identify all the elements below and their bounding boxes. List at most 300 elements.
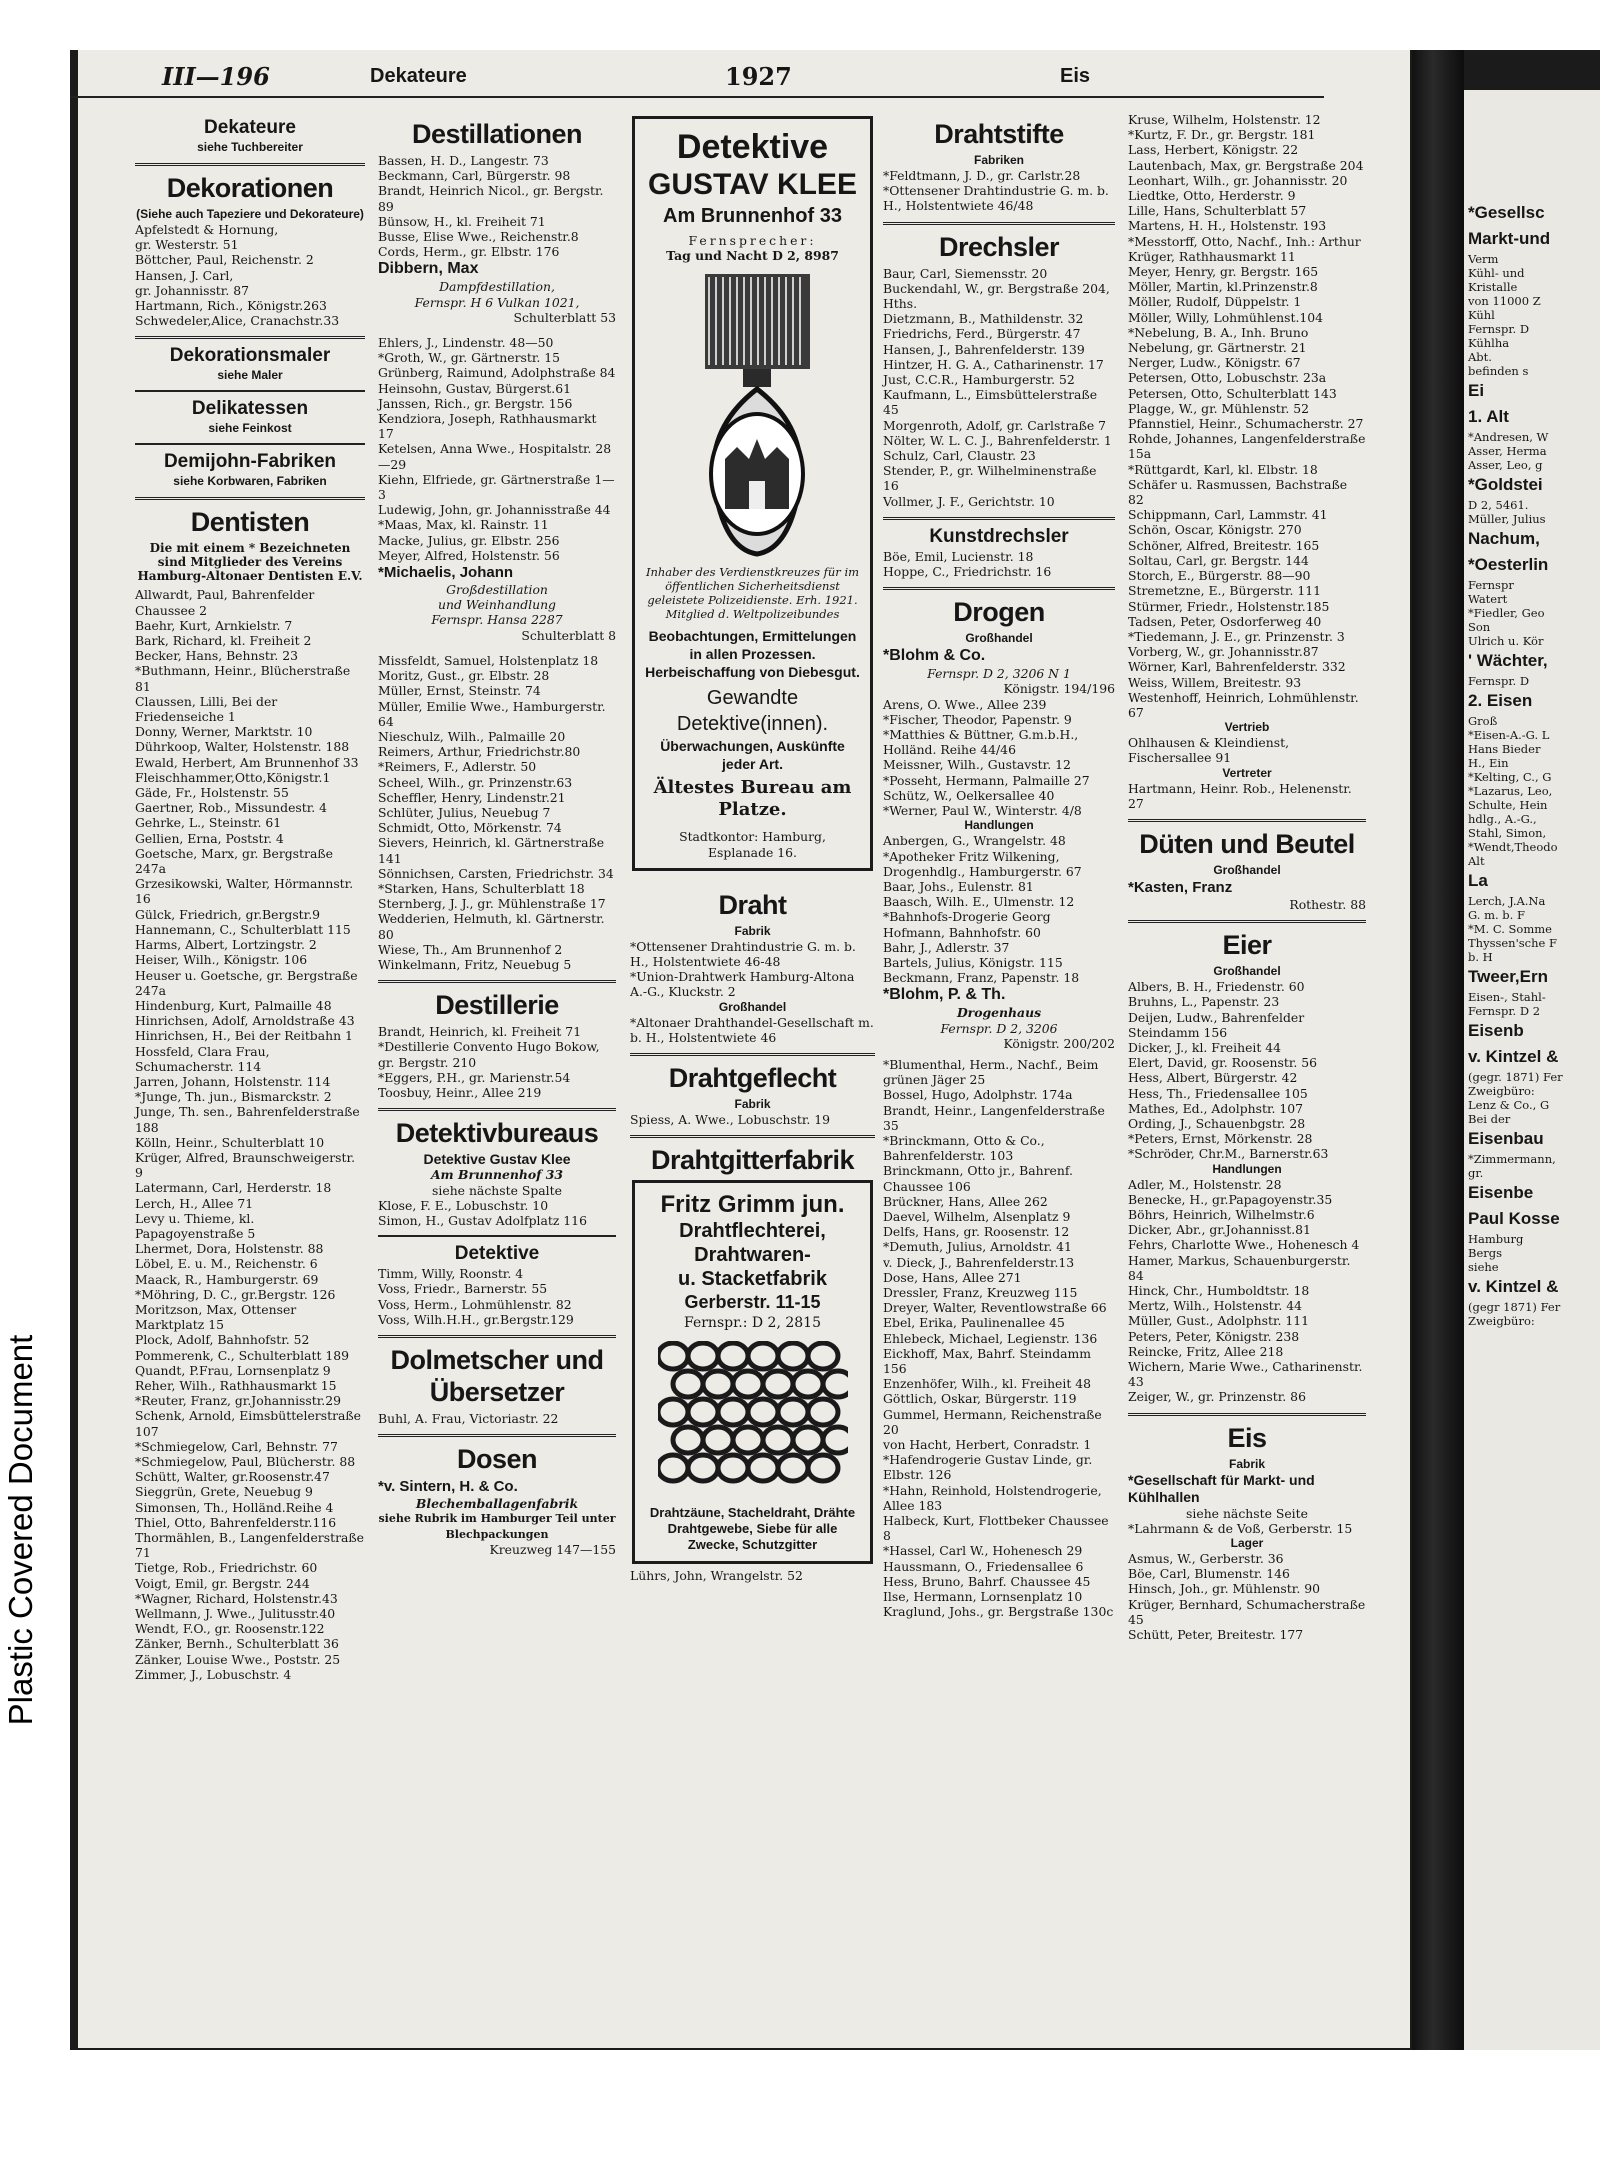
adjacent-page-line: H., Ein xyxy=(1468,756,1509,770)
directory-entry: *Matthies & Büttner, G.m.b.H., Holländ. Reihe 44/46 xyxy=(883,727,1079,758)
directory-entry: Zimmer, J., Lobuschstr. 4 xyxy=(135,1666,292,1682)
directory-entry: gr. Westerstr. 51 xyxy=(135,237,239,253)
directory-entry: Scheffler, Henry, Lindenstr.21 xyxy=(378,789,566,805)
directory-entry: Daevel, Wilhelm, Alsenplatz 9 xyxy=(883,1208,1071,1224)
directory-entry: Deijen, Ludw., Bahrenfelder Steindamm 156 xyxy=(1128,1009,1305,1040)
directory-entry: Böe, Carl, Blumenstr. 146 xyxy=(1128,1566,1290,1582)
directory-entry: Hinsch, Joh., gr. Mühlenstr. 90 xyxy=(1128,1581,1320,1597)
adjacent-page-line: *Zimmermann, xyxy=(1468,1152,1556,1166)
section-heading: Destillationen xyxy=(411,119,583,149)
directory-entry: *Reuter, Franz, gr.Johannisstr.29 xyxy=(135,1393,341,1409)
directory-entry: *Möhring, D. C., gr.Bergstr. 126 xyxy=(135,1286,336,1302)
section-divider xyxy=(135,336,365,339)
directory-entry: Ludewig, John, gr. Johannisstraße 44 xyxy=(378,502,611,518)
directory-entry: Mertz, Wilh., Holstenstr. 44 xyxy=(1128,1298,1302,1314)
directory-entry: Donny, Werner, Marktstr. 10 xyxy=(135,724,313,740)
section-heading: Drogen xyxy=(953,597,1045,628)
section-divider xyxy=(883,222,1115,225)
directory-entry: Dressler, Franz, Kreuzweg 115 xyxy=(883,1284,1078,1300)
directory-entry: Thiel, Otto, Bahrenfelderstr.116 xyxy=(135,1514,337,1530)
directory-entry: Ebel, Erika, Paulinenallee 45 xyxy=(883,1315,1065,1331)
adjacent-page-line: Thyssen'sche F xyxy=(1468,936,1557,950)
directory-entry: *Peters, Ernst, Mörkenstr. 28 xyxy=(1128,1131,1313,1147)
section-divider xyxy=(630,1135,875,1138)
section-heading: Dekateure xyxy=(204,117,296,138)
directory-entry: Ehlebeck, Michael, Legienstr. 136 xyxy=(883,1330,1098,1346)
adjacent-page-line: hdlg., A.-G., xyxy=(1468,812,1537,826)
adjacent-page-line: Bei der xyxy=(1468,1112,1511,1126)
directory-entry: Grzesikowski, Walter, Hörmannstr. 16 xyxy=(135,876,354,907)
directory-entry: Lhermet, Dora, Holstenstr. 88 xyxy=(135,1241,324,1257)
spacer xyxy=(630,875,875,883)
directory-entry: *Nebelung, B. A., Inh. Bruno Nebelung, gr. Gärtnerstr. 21 xyxy=(1128,324,1309,356)
directory-entry: Buckendahl, W., gr. Bergstraße 204, Hths. xyxy=(883,280,1110,312)
directory-entry: gr. Johannisstr. 87 xyxy=(135,282,249,298)
directory-entry: Adler, M., Holstenstr. 28 xyxy=(1128,1176,1282,1192)
directory-entry: Hannemann, C., Schulterblatt 115 xyxy=(135,921,351,937)
ad-line: Drahtflechterei, xyxy=(679,1220,826,1243)
ad-office: Stadtkontor: Hamburg, Esplanade 16. xyxy=(679,829,826,860)
ad-phone-label: Fernsprecher: xyxy=(688,233,817,248)
directory-entry: Simonsen, Th., Holländ.Reihe 4 xyxy=(135,1499,334,1515)
directory-entry: Hinck, Chr., Humboldtstr. 18 xyxy=(1128,1283,1310,1298)
section-heading: Eis xyxy=(1227,1422,1267,1453)
directory-entry: Stürmer, Friedr., Holstenstr.185 xyxy=(1128,598,1330,614)
directory-entry: Vollmer, J. F., Gerichtstr. 10 xyxy=(883,493,1055,509)
header-left-keyword: Dekateure xyxy=(370,65,467,87)
ad-phone: Tag und Nacht D 2, 8987 xyxy=(666,248,839,264)
directory-entry: Hinrichsen, H., Bei der Reitbahn 1 xyxy=(135,1028,353,1044)
ad-surveillance: Überwachungen, Auskünfte jeder Art. xyxy=(660,738,845,773)
section-subheading: siehe Korbwaren, Fabriken xyxy=(173,474,327,489)
directory-entry: Ewald, Herbert, Am Brunnenhof 33 xyxy=(135,754,359,770)
directory-entry: Lerch, H., Allee 71 xyxy=(135,1195,254,1211)
directory-entry: Dibbern, Max xyxy=(378,260,479,278)
directory-entry: Nerger, Ludw., Königstr. 67 xyxy=(1128,355,1301,371)
adjacent-page-line: Alt xyxy=(1468,854,1485,868)
adjacent-page-line: siehe xyxy=(1468,1260,1499,1274)
column-2 xyxy=(378,112,616,1557)
directory-entry: Hartmann, Heinr. Rob., Helenenstr. 27 xyxy=(1128,780,1352,811)
directory-entry: Dreyer, Walter, Reventlowstraße 66 xyxy=(883,1300,1107,1316)
directory-entry: Bahr, J., Adlerstr. 37 xyxy=(883,939,1010,955)
directory-entry: *Schmiegelow, Carl, Behnstr. 77 xyxy=(135,1438,338,1454)
directory-entry: Harms, Albert, Lortzingstr. 2 xyxy=(135,937,317,953)
advertisement-gustav-klee xyxy=(632,116,873,871)
section-divider xyxy=(883,517,1115,520)
section-subheading: Großhandel xyxy=(1213,964,1281,979)
adjacent-page-line: (gegr 1871) Fer xyxy=(1468,1300,1561,1314)
directory-entry: Levy u. Thieme, kl. Papagoyenstraße 5 xyxy=(135,1210,256,1241)
adjacent-page-line: D 2, 5461. xyxy=(1468,498,1529,512)
directory-entry: Brandt, Heinrich Nicol., gr. Bergstr. 89 xyxy=(378,183,604,214)
section-heading: Drahtstifte xyxy=(934,119,1064,149)
directory-entry: Meissner, Wilh., Gustavstr. 12 xyxy=(883,757,1071,773)
adjacent-page-line: *Oesterlin xyxy=(1468,555,1549,574)
directory-entry: Petersen, Otto, Lobuschstr. 23a xyxy=(1128,370,1327,386)
section-subheading: siehe Tuchbereiter xyxy=(197,140,303,154)
adjacent-page-line: ' Wächter, xyxy=(1468,651,1548,670)
adjacent-page-line: v. Kintzel & xyxy=(1468,1047,1559,1066)
directory-entry: *Hassel, Carl W., Hohenesch 29 xyxy=(883,1543,1083,1559)
directory-entry: *Brinckmann, Otto & Co., Bahrenfelderstr. 103 xyxy=(883,1132,1045,1164)
directory-entry: Hossfeld, Clara Frau, Schumacherstr. 114 xyxy=(135,1043,270,1074)
section-subheading: Fabriken xyxy=(973,153,1024,167)
section-divider xyxy=(883,587,1115,590)
directory-entry: *Lahrmann & de Voß, Gerberstr. 15 xyxy=(1128,1520,1353,1536)
directory-entry: Friedrichs, Ferd., Bürgerstr. 47 xyxy=(883,326,1081,342)
directory-entry: Hess, Albert, Bürgerstr. 42 xyxy=(1128,1070,1298,1086)
directory-entry: *Rüttgardt, Karl, kl. Elbstr. 18 xyxy=(1128,461,1318,477)
directory-entry: Nölter, W. L. C. J., Bahrenfelderstr. 1 xyxy=(883,432,1112,448)
adjacent-page-line: Eisen-, Stahl- xyxy=(1468,990,1546,1004)
directory-entry: Busse, Elise Wwe., Reichenstr.8 xyxy=(378,229,579,245)
adjacent-page-line: La xyxy=(1468,871,1488,890)
adjacent-page-line: Watert xyxy=(1468,592,1508,606)
directory-entry: Tadsen, Peter, Osdorferweg 40 xyxy=(1128,613,1322,629)
section-subheading: Großhandel xyxy=(965,631,1033,646)
section-heading: Dolmetscher und Übersetzer xyxy=(390,1345,604,1407)
directory-entry: Sievers, Heinrich, kl. Gärtnerstraße 141 xyxy=(378,835,605,866)
directory-entry: Ehlers, J., Lindenstr. 48—50 xyxy=(378,335,554,351)
directory-entry: Schütt, Peter, Breitestr. 177 xyxy=(1128,1627,1304,1643)
directory-entry: siehe Rubrik im Hamburger Teil unter Blechpackungen xyxy=(378,1512,616,1541)
directory-entry: Fernspr. H 6 Vulkan 1021, xyxy=(414,294,580,310)
directory-entry: Krüger, Alfred, Braunschweigerstr. 9 xyxy=(135,1149,356,1181)
directory-entry: Meyer, Alfred, Holstenstr. 56 xyxy=(378,547,560,563)
directory-entry: Königstr. 194/196 xyxy=(1003,681,1115,697)
directory-entry: Ketelsen, Anna Wwe., Hospitalstr. 28—29 xyxy=(378,441,612,472)
ad-address: Am Brunnenhof 33 xyxy=(663,205,842,227)
section-divider xyxy=(630,1053,875,1056)
directory-entry: Hintzer, H. G. A., Catharinenstr. 17 xyxy=(883,356,1104,372)
directory-entry: Maack, R., Hamburgerstr. 69 xyxy=(135,1271,319,1287)
directory-entry: Thormählen, B., Langenfelderstraße 71 xyxy=(135,1530,364,1561)
directory-entry: *Kurtz, F. Dr., gr. Bergstr. 181 xyxy=(1128,127,1316,143)
directory-entry: *Messtorff, Otto, Nachf., Inh.: Arthur Krüger, Rathhausmarkt 11 xyxy=(1128,233,1361,264)
directory-entry: Schulz, Carl, Claustr. 23 xyxy=(883,448,1036,464)
ad-services: Beobachtungen, Ermittelungen in allen Prozessen. xyxy=(648,628,857,663)
ad-phone: Fernspr.: D 2, 2815 xyxy=(684,1315,821,1332)
header-year: 1927 xyxy=(725,62,792,91)
section-subheading: Handlungen xyxy=(1212,1161,1282,1176)
adjacent-page-line: *Eisen-A.-G. L xyxy=(1468,728,1550,742)
adjacent-page-line: Zweigbüro: xyxy=(1468,1314,1535,1328)
directory-entry: Voss, Herm., Lohmühlenstr. 82 xyxy=(378,1296,572,1312)
directory-entry: *Hafendrogerie Gustav Linde, gr. Elbstr. 126 xyxy=(883,1452,1093,1483)
directory-entry: Voss, Wilh.H.H., gr.Bergstr.129 xyxy=(378,1311,574,1327)
section-divider xyxy=(135,497,365,500)
directory-entry: Großdestillation xyxy=(446,582,548,598)
directory-entry: Die mit einem * Bezeichneten sind Mitglieder des Vereins Hamburg-Altonaer Dentisten E.V. xyxy=(137,541,363,584)
directory-entry: Baasch, Wilh. E., Ulmenstr. 12 xyxy=(883,894,1075,910)
adjacent-page-line: Markt-und xyxy=(1468,229,1551,248)
directory-entry: Fehrs, Charlotte Wwe., Hohenesch 4 xyxy=(1128,1237,1360,1253)
section-subheading: Handlungen xyxy=(964,818,1034,833)
directory-entry: Buhl, A. Frau, Victoriastr. 22 xyxy=(378,1411,559,1426)
directory-entry: Dietzmann, B., Mathildenstr. 32 xyxy=(883,311,1084,327)
directory-entry: Pommerenk, C., Schulterblatt 189 xyxy=(135,1347,350,1363)
directory-entry: Blechemballagenfabrik xyxy=(415,1496,579,1512)
section-subheading: Fabrik xyxy=(734,1097,771,1112)
section-heading: Draht xyxy=(718,889,787,920)
directory-entry: Cords, Herm., gr. Elbstr. 176 xyxy=(378,244,560,260)
directory-entry: *Blohm, P. & Th. xyxy=(883,986,1006,1004)
adjacent-page-line: befinden s xyxy=(1468,364,1529,378)
adjacent-page-text xyxy=(1468,200,1600,2050)
section-subheading: Großhandel xyxy=(1213,862,1281,877)
directory-entry: Meyer, Henry, gr. Bergstr. 165 xyxy=(1128,264,1319,280)
directory-entry: Soltau, Carl, gr. Bergstr. 144 xyxy=(1128,552,1309,568)
directory-entry: *Blohm & Co. xyxy=(883,647,986,665)
adjacent-page-line: Eisenbe xyxy=(1468,1183,1534,1202)
directory-entry: Leonhart, Wilh., gr. Johannisstr. 20 xyxy=(1128,172,1348,188)
directory-entry: Stender, P., gr. Wilhelminenstraße 16 xyxy=(883,463,1097,494)
advertisement-fritz-grimm xyxy=(632,1180,873,1564)
directory-entry: Böe, Emil, Lucienstr. 18 xyxy=(883,548,1034,564)
directory-entry: Schippmann, Carl, Lammstr. 41 xyxy=(1128,507,1328,523)
directory-entry: Heinsohn, Gustav, Bürgerst.61 xyxy=(378,380,571,396)
directory-entry: Sieggrün, Grete, Neuebug 9 xyxy=(135,1484,313,1500)
directory-entry: Kiehn, Elfriede, gr. Gärtnerstraße 1—3 xyxy=(378,471,615,503)
directory-entry: Simon, H., Gustav Adolfplatz 116 xyxy=(378,1212,587,1228)
directory-entry: Schwedeler,Alice, Cranachstr.33 xyxy=(135,313,340,329)
directory-entry: Hoppe, C., Friedrichstr. 16 xyxy=(883,564,1052,580)
directory-entry: Eickhoff, Max, Bahrf. Steindamm 156 xyxy=(883,1345,1092,1376)
directory-entry: *Reimers, F., Adlerstr. 50 xyxy=(378,759,537,775)
directory-entry: Moritz, Gust., gr. Elbstr. 28 xyxy=(378,668,550,684)
adjacent-page-line: Fernspr. D xyxy=(1468,674,1530,688)
directory-entry: Brinckmann, Otto jr., Bahrenf. Chaussee 106 xyxy=(883,1163,1073,1194)
directory-entry: Reincke, Fritz, Allee 218 xyxy=(1128,1343,1284,1359)
adjacent-page-line: Eisenb xyxy=(1468,1021,1524,1040)
adjacent-page-line: Zweigbüro: xyxy=(1468,1084,1535,1098)
directory-entry: Schöner, Alfred, Breitestr. 165 xyxy=(1128,537,1320,553)
ad-name: GUSTAV KLEE xyxy=(648,168,857,201)
section-divider xyxy=(1128,920,1366,923)
adjacent-page-line: Kühl xyxy=(1468,308,1495,322)
directory-entry: *Tiedemann, J. E., gr. Prinzenstr. 3 xyxy=(1128,628,1345,644)
adjacent-page-line: Lenz & Co., G xyxy=(1468,1098,1550,1112)
directory-entry: und Weinhandlung xyxy=(438,597,556,613)
directory-entry: Reher, Wilh., Rathhausmarkt 15 xyxy=(135,1377,337,1393)
directory-entry: Arens, O. Wwe., Allee 239 xyxy=(883,696,1047,712)
adjacent-page-line: Kristalle xyxy=(1468,280,1518,294)
directory-entry: Dicker, Abr., gr.Johannisst.81 xyxy=(1128,1222,1311,1238)
directory-entry: Krüger, Bernhard, Schumacherstraße 45 xyxy=(1128,1596,1366,1627)
directory-entry: Voss, Friedr., Barnerstr. 55 xyxy=(378,1281,548,1297)
directory-entry: Ohlhausen & Kleindienst, Fischersallee 91 xyxy=(1128,735,1290,766)
adjacent-page-line: Abt. xyxy=(1468,350,1492,364)
adjacent-page-line: Asser, Herma xyxy=(1468,444,1547,458)
section-subheading: Vertrieb xyxy=(1224,720,1270,735)
directory-entry: *Bahnhofs-Drogerie Georg Hofmann, Bahnhofstr. 60 xyxy=(883,909,1051,940)
directory-entry: Timm, Willy, Roonstr. 4 xyxy=(378,1266,524,1282)
directory-entry: *Starken, Hans, Schulterblatt 18 xyxy=(378,880,585,896)
directory-entry: Hess, Bruno, Bahrf. Chaussee 45 xyxy=(883,1573,1091,1589)
directory-entry: *Fischer, Theodor, Papenstr. 9 xyxy=(883,711,1072,727)
directory-entry: Liedtke, Otto, Herderstr. 9 xyxy=(1128,188,1296,204)
adjacent-page-line: Kühl- und xyxy=(1468,266,1525,280)
directory-entry: Stremetzne, E., Bürgerstr. 111 xyxy=(1128,583,1321,599)
directory-entry: Sönnichsen, Carsten, Friedrichstr. 34 xyxy=(378,865,614,881)
directory-entry: Junge, Th. sen., Bahrenfelderstraße 188 xyxy=(135,1104,360,1135)
directory-entry: Schön, Oscar, Königstr. 270 xyxy=(1128,522,1302,538)
directory-entry: Bruhns, L., Papenstr. 23 xyxy=(1128,994,1280,1010)
directory-entry: Lass, Herbert, Königstr. 22 xyxy=(1128,142,1299,158)
directory-entry: Wedderien, Helmuth, kl. Gärtnerstr. 80 xyxy=(378,911,605,942)
adjacent-page-line: Lerch, J.A.Na xyxy=(1468,894,1546,908)
directory-entry: Plagge, W., gr. Mühlenstr. 52 xyxy=(1128,400,1309,416)
directory-entry: Kölln, Heinr., Schulterblatt 10 xyxy=(135,1134,325,1150)
section-heading: Destillerie xyxy=(435,990,559,1021)
section-divider xyxy=(378,1235,616,1237)
directory-entry: Gummel, Hermann, Reichenstraße 20 xyxy=(883,1406,1102,1437)
directory-entry: Möller, Rudolf, Düppelstr. 1 xyxy=(1128,294,1302,310)
directory-entry: Hinrichsen, Adolf, Arnoldstraße 43 xyxy=(135,1013,355,1029)
spacer xyxy=(378,325,616,335)
directory-entry: Bark, Richard, kl. Freiheit 2 xyxy=(135,633,312,649)
adjacent-page-line: Ei xyxy=(1468,381,1485,400)
directory-entry: Heiser, Wilh., Königstr. 106 xyxy=(135,952,308,968)
wire-mesh-icon xyxy=(658,1341,848,1491)
adjacent-page-line: G. m. b. F xyxy=(1468,908,1525,922)
directory-entry: Goetsche, Marx, gr. Bergstraße 247a xyxy=(135,845,333,877)
directory-entry: Nieschulz, Wilh., Palmaille 20 xyxy=(378,728,566,744)
directory-entry: Allwardt, Paul, Bahrenfelder Chaussee 2 xyxy=(135,587,315,618)
ad-title: Detektive xyxy=(676,128,829,166)
directory-entry: Kendziora, Joseph, Rathhausmarkt 17 xyxy=(378,411,597,442)
directory-entry: Hindenburg, Kurt, Palmaille 48 xyxy=(135,997,332,1013)
column-3 xyxy=(630,112,875,1583)
directory-entry: Elert, David, gr. Roosenstr. 56 xyxy=(1128,1055,1318,1071)
adjacent-page-line: *Kelting, C., G xyxy=(1468,770,1552,784)
directory-entry: Enzenhöfer, Wilh., kl. Freiheit 48 xyxy=(883,1376,1092,1392)
directory-entry: Jarren, Johann, Holstenstr. 114 xyxy=(135,1073,331,1089)
directory-entry: Baar, Johs., Eulenstr. 81 xyxy=(883,878,1034,894)
directory-entry: Böttcher, Paul, Reichenstr. 2 xyxy=(135,252,314,268)
directory-entry: Hamer, Markus, Schauenburgerstr. 84 xyxy=(1128,1252,1351,1283)
ad-detectives: Gewandte Detektive(innen). xyxy=(676,687,829,736)
directory-entry: Böhrs, Heinrich, Wilhelmstr.6 xyxy=(1128,1206,1315,1222)
directory-entry: Weiss, Willem, Breitestr. 93 xyxy=(1128,674,1302,690)
adjacent-page-line: *Wendt,Theodo xyxy=(1468,840,1558,854)
directory-entry: Schlüter, Julius, Neuebug 7 xyxy=(378,804,551,820)
directory-entry: Zeiger, W., gr. Prinzenstr. 86 xyxy=(1128,1389,1306,1405)
directory-entry: Lautenbach, Max, gr. Bergstraße 204 xyxy=(1128,157,1364,173)
directory-entry: von Hacht, Herbert, Conradstr. 1 xyxy=(883,1437,1092,1453)
directory-entry: Ording, J., Schauenbgstr. 28 xyxy=(1128,1115,1306,1131)
directory-entry: Albers, B. H., Friedenstr. 60 xyxy=(1128,979,1305,995)
directory-entry: Gäde, Fr., Holstenstr. 55 xyxy=(135,785,289,801)
ad-oldest: Ältestes Bureau am Platze. xyxy=(653,777,852,821)
directory-entry: Klose, F. E., Lobuschstr. 10 xyxy=(378,1197,549,1213)
section-heading: Eier xyxy=(1222,930,1272,961)
directory-entry: Dührkoop, Walter, Holstenstr. 188 xyxy=(135,739,350,755)
directory-entry: Dose, Hans, Allee 271 xyxy=(883,1269,1022,1285)
directory-entry: Wichern, Marie Wwe., Catharinenstr. 43 xyxy=(1128,1359,1363,1390)
adjacent-page-line: Asser, Leo, g xyxy=(1468,458,1543,472)
adjacent-page-line: 2. Eisen xyxy=(1468,691,1533,710)
medal-emblem-icon xyxy=(645,269,870,559)
section-heading: Dentisten xyxy=(190,507,310,538)
adjacent-page-line: *Fiedler, Geo xyxy=(1468,606,1545,620)
section-subheading: siehe Maler xyxy=(217,368,283,383)
directory-entry: Zänker, Louise Wwe., Poststr. 25 xyxy=(135,1651,341,1667)
section-heading: Delikatessen xyxy=(191,398,309,420)
column-1 xyxy=(135,112,365,1682)
directory-entry: Schulterblatt 8 xyxy=(521,627,616,643)
directory-entry: Am Brunnenhof 33 xyxy=(430,1167,564,1183)
directory-entry: Missfeldt, Samuel, Holstenplatz 18 xyxy=(378,652,599,668)
directory-entry: Wörner, Karl, Bahrenfelderstr. 332 xyxy=(1128,659,1346,675)
directory-entry: Wendt, F.O., gr. Roosenstr.122 xyxy=(135,1621,325,1637)
directory-entry: Mathes, Ed., Adolphstr. 107 xyxy=(1128,1100,1304,1116)
section-heading: Drahtgitterfabrik xyxy=(650,1145,855,1176)
directory-entry: *Michaelis, Johann xyxy=(378,564,514,582)
directory-entry: Kraglund, Johs., gr. Bergstraße 130c xyxy=(883,1604,1114,1620)
adjacent-page-line: Kühlha xyxy=(1468,336,1510,350)
directory-entry: siehe nächste Seite xyxy=(1186,1505,1308,1521)
directory-entry: Morgenroth, Adolf, gr. Carlstraße 7 xyxy=(883,417,1107,433)
section-divider xyxy=(1128,819,1366,822)
adjacent-page-line: *M. C. Somme xyxy=(1468,922,1552,936)
directory-entry: *Demuth, Julius, Arnoldstr. 41 xyxy=(883,1239,1072,1255)
directory-entry: Hess, Th., Friedensallee 105 xyxy=(1128,1085,1308,1101)
adjacent-page-line: 1. Alt xyxy=(1468,407,1509,426)
adjacent-page-line: Stahl, Simon, xyxy=(1468,826,1547,840)
adjacent-page-line: Fernspr. D 2 xyxy=(1468,1004,1541,1018)
directory-entry: Königstr. 200/202 xyxy=(1003,1035,1115,1051)
header-right-keyword: Eis xyxy=(1060,65,1091,87)
ad-address: Gerberstr. 11-15 xyxy=(684,1292,821,1313)
directory-entry: Möller, Willy, Lohmühlenst.104 xyxy=(1128,309,1324,325)
directory-entry: Dicker, J., kl. Freiheit 44 xyxy=(1128,1039,1282,1055)
directory-entry: *Maas, Max, kl. Rainstr. 11 xyxy=(378,517,549,533)
directory-entry: Fernspr. D 2, 3206 xyxy=(940,1020,1058,1036)
directory-entry: Reimers, Arthur, Friedrichstr.80 xyxy=(378,744,581,760)
section-heading: Dekorationen xyxy=(166,173,334,203)
directory-entry: *Altonaer Drahthandel-Gesellschaft m. b. H., Holstentwiete 46 xyxy=(630,1014,874,1045)
adjacent-page-line: Müller, Julius xyxy=(1468,512,1546,526)
directory-entry: Gaertner, Rob., Missundestr. 4 xyxy=(135,800,328,816)
directory-entry: *Eggers, P.H., gr. Marienstr.54 xyxy=(378,1069,571,1085)
directory-entry: Kreuzweg 147—155 xyxy=(489,1541,616,1557)
adjacent-page-line: Paul Kosse xyxy=(1468,1209,1560,1228)
directory-entry: *Ottensener Drahtindustrie G. m. b. H., Holstentwiete 46/48 xyxy=(883,183,1109,214)
directory-entry: Anbergen, G., Wrangelstr. 48 xyxy=(883,833,1066,849)
section-divider xyxy=(378,980,616,983)
directory-entry: *Posseht, Hermann, Palmaille 27 xyxy=(883,772,1090,788)
ad-medal-text: Inhaber des Verdienstkreuzes für im öffentlichen Sicherheitsdienst geleistete Polizeidienste. Erh. 1921. Mitglied d. Weltpolizeibundes xyxy=(645,565,860,622)
directory-entry: Drogenhaus xyxy=(956,1005,1042,1021)
directory-entry: Peters, Peter, Königstr. 238 xyxy=(1128,1328,1300,1344)
directory-entry: *Apotheker Fritz Wilkening, Drogenhdlg., Hamburgerstr. 67 xyxy=(883,848,1082,879)
directory-entry: Göttlich, Oskar, Bürgerstr. 119 xyxy=(883,1391,1077,1407)
directory-entry: Claussen, Lilli, Bei der Friedenseiche 1 xyxy=(135,693,278,725)
section-heading: Drechsler xyxy=(938,231,1060,262)
directory-entry: *Schröder, Chr.M., Barnerstr.63 xyxy=(1128,1146,1329,1162)
directory-entry: Ilse, Hermann, Lornsenplatz 10 xyxy=(883,1589,1083,1605)
directory-entry: Baur, Carl, Siemensstr. 20 xyxy=(883,265,1048,281)
directory-entry: Storch, E., Bürgerstr. 88—90 xyxy=(1128,568,1311,584)
adjacent-page-line: Nachum, xyxy=(1468,529,1540,548)
ad-services-2: Herbeischaffung von Diebesgut. xyxy=(645,664,860,681)
directory-entry: Fernspr. D 2, 3206 N 1 xyxy=(927,666,1071,682)
directory-entry: Möller, Martin, kl.Prinzenstr.8 xyxy=(1128,279,1318,295)
directory-entry: Brückner, Hans, Allee 262 xyxy=(883,1193,1048,1209)
directory-entry: v. Dieck, J., Bahrenfelderstr.13 xyxy=(883,1254,1075,1270)
